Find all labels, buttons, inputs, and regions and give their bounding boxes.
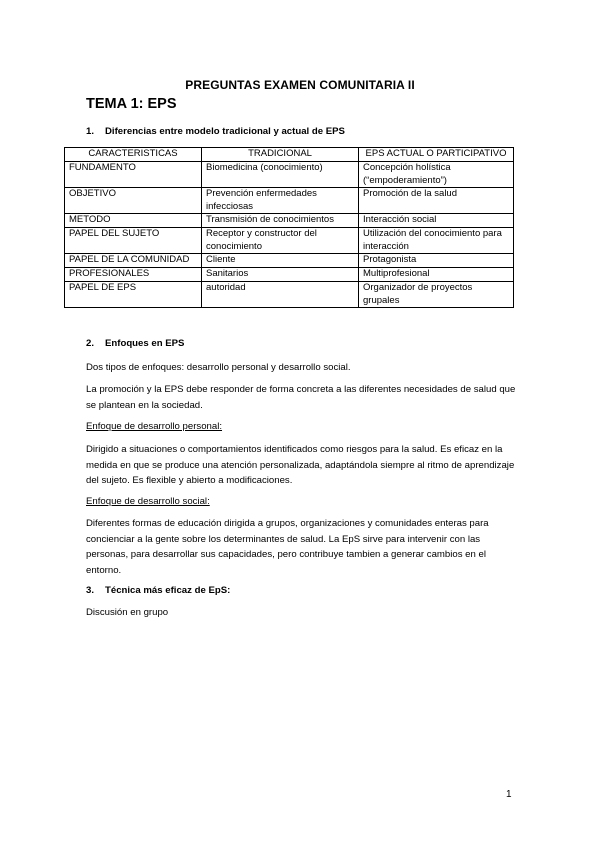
table-row — [65, 268, 514, 282]
paragraph-promotion: La promoción y la EPS debe responder de forma concreta a las diferentes necesidades de salud que se plantean en la sociedad. — [86, 384, 516, 411]
question-1-text: Diferencias entre modelo tradicional y actual de EPS — [105, 126, 345, 137]
social-approach-text: Diferentes formas de educación dirigida a grupos, organizaciones y comunidades enteras para concienciar a la gente sobre los determinantes de salud. La EpS sirve para intervenir con las personas, para desarrollar sus capacidades, pero contribuye tambien a generar cambios en el entorno. — [86, 518, 489, 576]
page-number: 1 — [506, 789, 512, 800]
table-cell: Protagonista — [359, 254, 514, 268]
table-cell: Receptor y constructor del conocimiento — [202, 228, 359, 254]
table-row — [65, 162, 514, 188]
table-cell: PAPEL DE LA COMUNIDAD — [65, 254, 202, 268]
question-1-number: 1. — [86, 126, 95, 137]
section-title: TEMA 1: EPS — [86, 96, 177, 112]
table-cell: Cliente — [202, 254, 359, 268]
table-cell: PAPEL DEL SUJETO — [65, 228, 202, 254]
table-row — [65, 188, 514, 214]
table-header-row — [65, 148, 514, 162]
table-cell: Transmisión de conocimientos — [202, 214, 359, 228]
table-header-cell: TRADICIONAL — [202, 148, 359, 162]
question-3-number: 3. — [86, 585, 95, 596]
table-cell: Prevención enfermedades infecciosas — [202, 188, 359, 214]
question-3-text: Técnica más eficaz de EpS: — [105, 585, 231, 596]
table-cell: Promoción de la salud — [359, 188, 514, 214]
question-3-heading — [86, 585, 230, 596]
table-cell: PAPEL DE EPS — [65, 282, 202, 308]
table-cell: OBJETIVO — [65, 188, 202, 214]
table-cell: autoridad — [202, 282, 359, 308]
document-title: PREGUNTAS EXAMEN COMUNITARIA II — [185, 78, 415, 92]
personal-approach-heading: Enfoque de desarrollo personal: — [86, 421, 223, 432]
table-header-cell: CARACTERISTICAS — [65, 148, 202, 162]
personal-approach-text: Dirigido a situaciones o comportamientos identificados como riesgos para la salud. Es eficaz en la medida en que se produce una atención personalizada, adaptándola siempre al ritmo de aprendizaje del sujeto. Es flexible y abierto a modificaciones. — [86, 444, 515, 486]
table-cell: Organizador de proyectos grupales — [359, 282, 514, 308]
question-2-text: Enfoques en EPS — [105, 338, 185, 349]
table-cell: Sanitarios — [202, 268, 359, 282]
comparison-table — [64, 147, 514, 308]
paragraph-approach-types: Dos tipos de enfoques: desarrollo personal y desarrollo social. — [86, 362, 351, 373]
table-cell: METODO — [65, 214, 202, 228]
table-cell: Biomedicina (conocimiento) — [202, 162, 359, 188]
table-cell: Multiprofesional — [359, 268, 514, 282]
question-3-answer: Discusión en grupo — [86, 607, 169, 618]
table-row — [65, 254, 514, 268]
table-cell: Interacción social — [359, 214, 514, 228]
table-cell: Concepción holística (“empoderamiento”) — [359, 162, 514, 188]
question-2-heading — [86, 338, 184, 349]
social-approach-heading: Enfoque de desarrollo social: — [86, 496, 210, 507]
question-1-heading — [86, 126, 345, 137]
table-row — [65, 228, 514, 254]
table-header-cell: EPS ACTUAL O PARTICIPATIVO — [359, 148, 514, 162]
table-cell: FUNDAMENTO — [65, 162, 202, 188]
question-2-number: 2. — [86, 338, 95, 349]
table-row — [65, 214, 514, 228]
table-cell: PROFESIONALES — [65, 268, 202, 282]
table-cell: Utilización del conocimiento para interacción — [359, 228, 514, 254]
table-row — [65, 282, 514, 308]
